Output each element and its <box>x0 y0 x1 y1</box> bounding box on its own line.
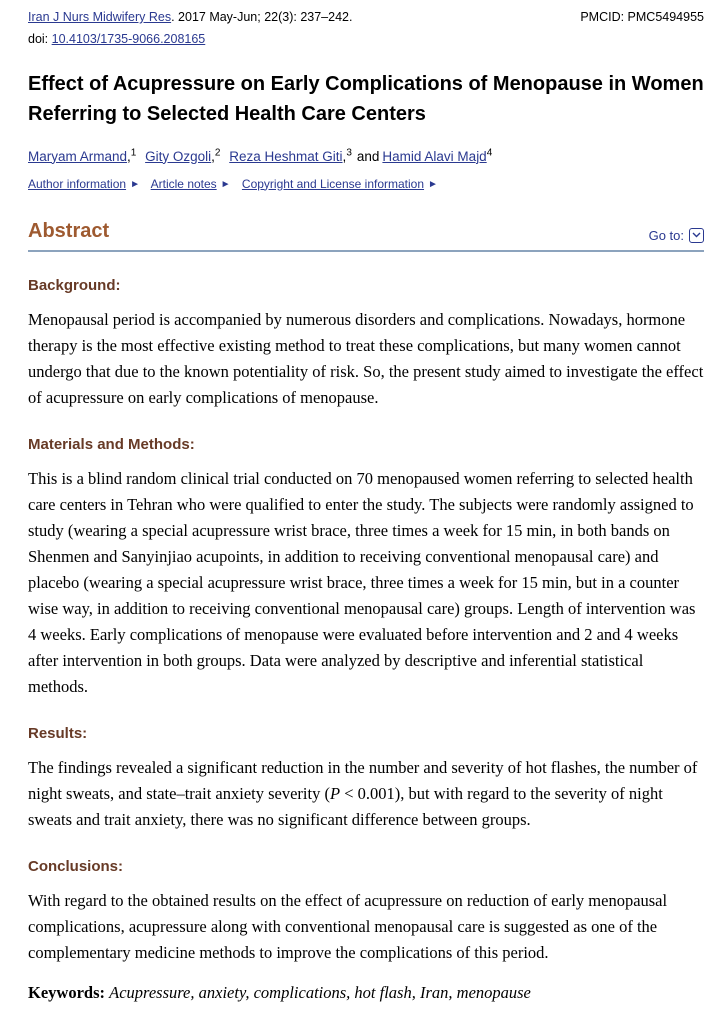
authors-connector: and <box>356 148 380 164</box>
author <box>229 149 352 164</box>
expand-arrow-icon[interactable]: ► <box>220 178 231 190</box>
author-separator: , <box>342 148 347 164</box>
section-heading-background: Background: <box>28 276 121 294</box>
section-heading-methods: Materials and Methods: <box>28 435 195 453</box>
background-paragraph: Menopausal period is accompanied by numerous disorders and complications. Nowadays, hormone therapy is the most effective existing method to treat these complications, but many women cannot undergo that due to the known potentiality of risk. So, the present study aimed to investigate the effect of acupressure on early complications of menopause. <box>28 309 704 407</box>
author-separator: , <box>127 148 131 164</box>
journal-link[interactable]: Iran J Nurs Midwifery Res <box>28 10 172 24</box>
journal-citation <box>28 9 352 25</box>
author <box>382 149 492 164</box>
doi-row <box>28 31 704 47</box>
expand-arrow-icon[interactable]: ► <box>428 178 438 190</box>
results-text-pre: The findings revealed a significant reduction in the number and severity of hot flashes, the number of night sweats, and state–trait anxiety severity ( <box>28 757 698 803</box>
author-link[interactable]: Maryam Armand <box>28 148 128 164</box>
author-information-link[interactable]: Author information <box>28 176 127 191</box>
author-affiliation-sup: 3 <box>346 147 352 158</box>
p-value-symbol: P <box>329 783 341 803</box>
page-title: Effect of Acupressure on Early Complications of Menopause in Women Referring to Selected Health Care Centers <box>28 73 704 125</box>
author-link[interactable]: Hamid Alavi Majd <box>382 148 487 164</box>
section-heading-conclusions: Conclusions: <box>28 857 124 875</box>
article-notes-link[interactable]: Article notes <box>150 176 217 191</box>
chevron-down-icon[interactable] <box>689 228 704 243</box>
keywords-line <box>28 981 704 1005</box>
doi-link[interactable]: 10.4103/1735-9066.208165 <box>51 32 206 46</box>
copyright-license-link[interactable]: Copyright and License information <box>241 176 425 191</box>
keywords-list: Acupressure, anxiety, complications, hot flash, Iran, menopause <box>109 982 531 1002</box>
author <box>28 149 136 164</box>
pmcid-label: PMCID: PMC5494955 <box>580 10 704 24</box>
section-heading-results: Results: <box>28 724 88 742</box>
citation-header <box>28 9 704 25</box>
goto-label: Go to: <box>648 227 684 243</box>
doi-label: doi: <box>28 32 52 46</box>
authors-line <box>28 144 704 165</box>
author-affiliation-sup: 1 <box>130 147 137 158</box>
expand-arrow-icon[interactable]: ► <box>130 178 140 190</box>
keywords-label: Keywords: <box>28 982 105 1002</box>
author-affiliation-sup: 4 <box>486 147 493 158</box>
author-affiliation-sup: 2 <box>214 147 221 158</box>
author-link[interactable]: Gity Ozgoli <box>145 148 212 164</box>
author <box>145 149 220 164</box>
abstract-heading: Abstract <box>28 219 110 242</box>
article-meta-nav <box>28 177 704 193</box>
conclusions-paragraph: With regard to the obtained results on the effect of acupressure on reduction of early menopausal complications, acupressure along with conventional menopausal care is suggested as one of the complementary medicine methods to improve the complications of this period. <box>28 890 668 962</box>
goto-menu[interactable] <box>649 228 704 243</box>
author-link[interactable]: Reza Heshmat Giti <box>229 148 343 164</box>
results-text-post: < 0.001), but with regard to the severity of night sweats and trait anxiety, there was no significant difference between groups. <box>28 783 663 829</box>
citation-text: . 2017 May-Jun; 22(3): 237–242. <box>171 10 353 24</box>
author-separator: , <box>211 148 215 164</box>
methods-paragraph: This is a blind random clinical trial conducted on 70 menopaused women referring to selected health care centers in Tehran who were qualified to enter the study. The subjects were randomly assigned to study (wearing a special acupressure wrist brace, three times a week for 15 min, in both bands on Shenmen and Sanyinjiao acupoints, in addition to receiving conventional menopausal care) and placebo (wearing a special acupressure wrist brace, three times a week for 15 min, but in a counter wise way, in addition to receiving conventional menopausal care) groups. Length of intervention was 4 weeks. Early complications of menopause were evaluated before intervention and 2 and 4 weeks after intervention in both groups. Data were analyzed by descriptive and inferential statistical methods. <box>28 468 696 696</box>
results-paragraph <box>28 755 704 833</box>
abstract-header-bar <box>28 220 704 252</box>
